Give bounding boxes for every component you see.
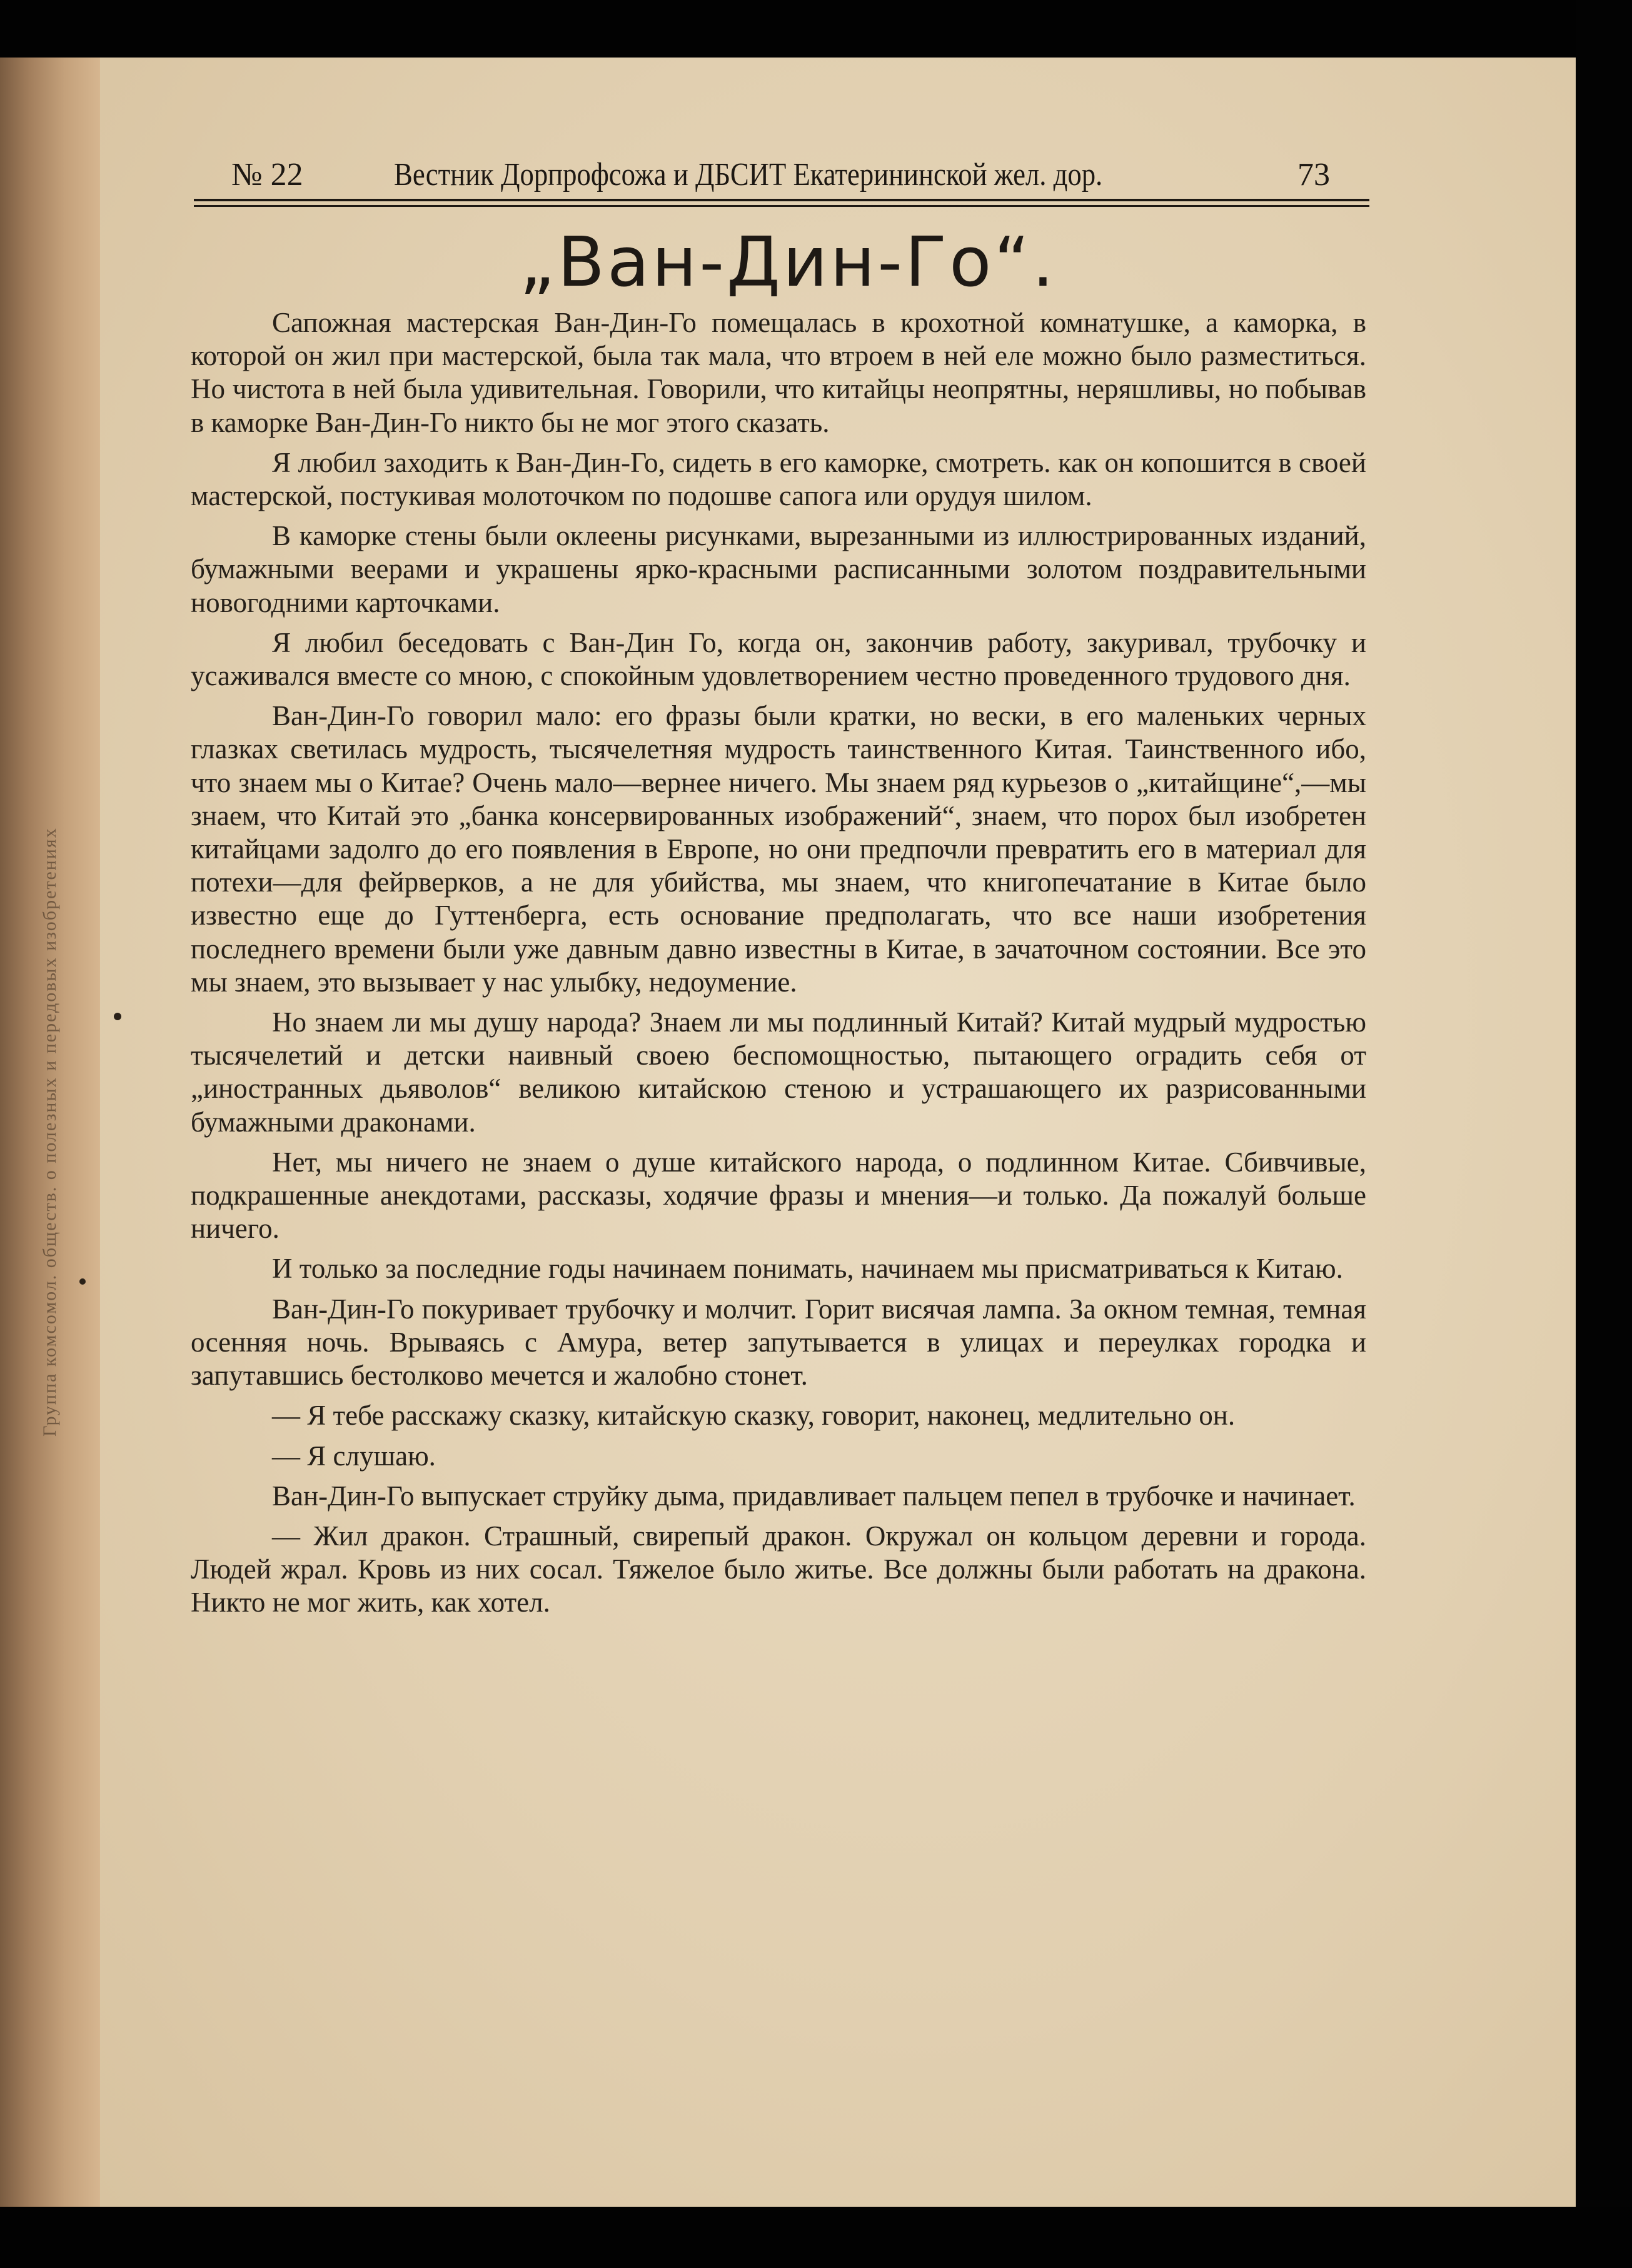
article-body	[191, 306, 1366, 1627]
article-title: „Ван-Дин-Го“.	[519, 222, 1057, 302]
spine-text: Группа комсомол. обществ. о полезных и передовых изобретениях	[39, 827, 60, 1437]
header-rule	[194, 199, 1369, 201]
paragraph: Я любил беседовать с Ван-Дин Го, когда он, закончив работу, закуривал, трубочку и усаживался вместе со мною, с спокойным удовлетворением честно проведенного трудового дня.	[191, 626, 1366, 692]
paragraph: В каморке стены были оклеены рисунками, вырезанными из иллюстрированных изданий, бумажными веерами и украшены ярко-красными расписанными золотом поздравительными новогодними карточками.	[191, 520, 1366, 618]
page-number: 73	[1297, 157, 1330, 193]
journal-title: Вестник Дорпрофсожа и ДБСИТ Екатерининской жел. дор.	[394, 157, 1103, 193]
paragraph: Но знаем ли мы душу народа? Знаем ли мы подлинный Китай? Китай мудрый мудростью тысячелетий и детски наивный своею беспомощностью, пытающего оградить себя от „иностранных дьяволов“ великою китайскою стеною и устрашающего их разрисованными бумажными драконами.	[191, 1006, 1366, 1138]
scan-border-bottom	[0, 2207, 1632, 2268]
issue-number: № 22	[231, 157, 303, 193]
ink-speck	[79, 1278, 86, 1285]
running-header	[194, 156, 1369, 194]
paragraph: Ван-Дин-Го говорил мало: его фразы были кратки, но вески, в его маленьких черных глазках светилась мудрость, тысячелетняя мудрость таинственного Китая. Таинственного ибо, что знаем мы о Китае? Очень мало—вернее ничего. Мы знаем ряд курьезов о „китайщине“,—мы знаем, что Китай это „банка консервированных изображений“, знаем, что порох был изобретен китайцами задолго до его появления в Европе, но они предпочли превратить его в материал для потехи—для фейрверков, а не для убийства, мы знаем, что книгопечатание в Китае было известно еще до Гуттенберга, есть основание предполагать, что все наши изобретения последнего времени были уже давным давно известны в Китае, в зачаточном состоянии. Все это мы знаем, это вызывает у нас улыбку, недоумение.	[191, 700, 1366, 998]
dialogue-line: — Жил дракон. Страшный, свирепый дракон. Окружал он кольцом деревни и города. Людей жрал. Кровь из них сосал. Тяжелое было житье. Все должны были работать на дракона. Никто не мог жить, как хотел.	[191, 1520, 1366, 1618]
paragraph: Сапожная мастерская Ван-Дин-Го помещалась в крохотной комнатушке, а каморка, в которой он жил при мастерской, была так мала, что втроем в ней еле можно было разместиться. Но чистота в ней была удивительная. Говорили, что китайцы неопрятны, неряшливы, но побывав в каморке Ван-Дин-Го никто бы не мог этого сказать.	[191, 307, 1366, 438]
scan-border-right	[1576, 0, 1632, 2268]
dialogue-line: — Я слушаю.	[272, 1440, 436, 1472]
paragraph: Я любил заходить к Ван-Дин-Го, сидеть в его каморке, смотреть. как он копошится в своей мастерской, постукивая молоточком по подошве сапога или орудуя шилом.	[191, 446, 1366, 512]
paragraph: Ван-Дин-Го выпускает струйку дыма, придавливает пальцем пепел в трубочке и начинает.	[272, 1480, 1356, 1512]
dialogue-line: — Я тебе расскажу сказку, китайскую сказку, говорит, наконец, медлительно он.	[272, 1400, 1236, 1432]
ink-speck	[114, 1013, 121, 1020]
paragraph: Ван-Дин-Го покуривает трубочку и молчит. Горит висячая лампа. За окном темная, темная осенняя ночь. Врываясь с Амура, ветер запутывается в улицах и переулках городка и запутавшись бестолково мечется и жалобно стонет.	[191, 1293, 1366, 1392]
scan-border-top	[0, 0, 1632, 58]
header-rule-thin	[194, 205, 1369, 207]
paragraph: И только за последние годы начинаем понимать, начинаем мы присматриваться к Китаю.	[272, 1253, 1343, 1285]
paragraph: Нет, мы ничего не знаем о душе китайского народа, о подлинном Китае. Сбивчивые, подкрашенные анекдотами, рассказы, ходячие фразы и мнения—и только. Да пожалуй больше ничего.	[191, 1146, 1366, 1245]
